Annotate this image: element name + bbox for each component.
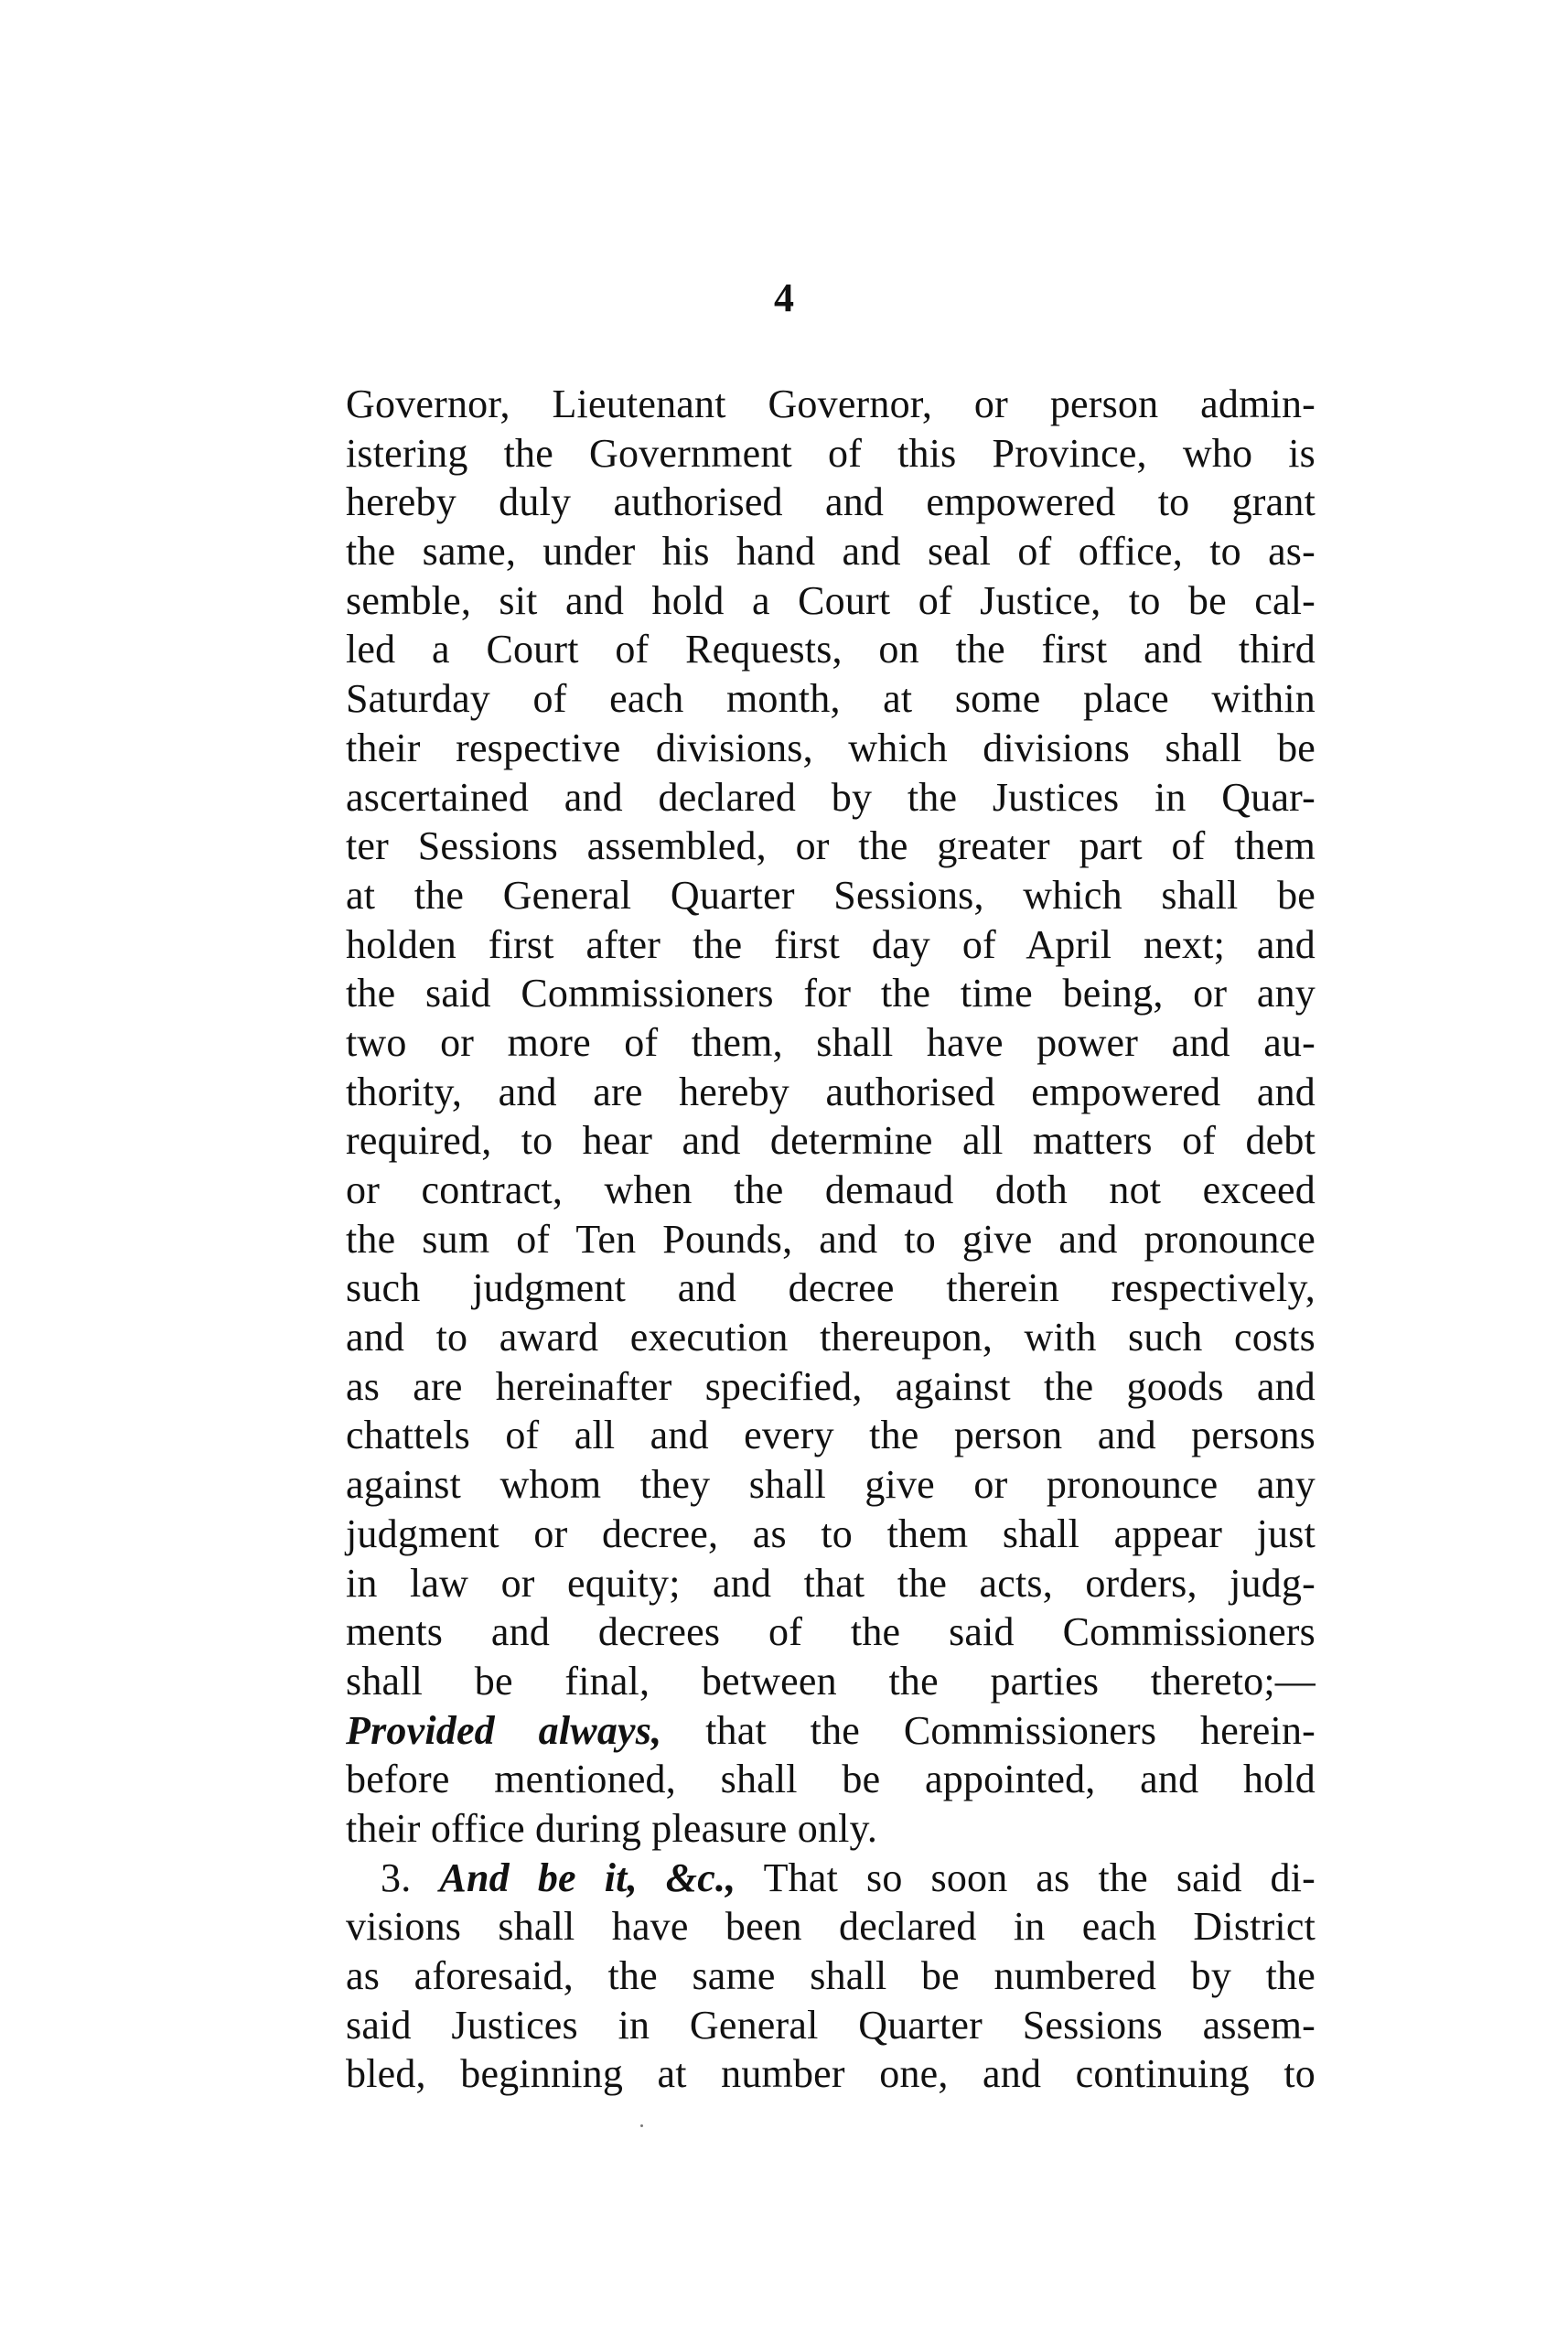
text-line: istering the Government of this Province, who is [346,430,1316,476]
text-line: the sum of Ten Pounds, and to give and pronounce [346,1216,1316,1262]
text-line: their office during pleasure only. [346,1805,878,1851]
italic-phrase: And be it, &c., [439,1855,736,1900]
line-rest: That so soon as the said di- [736,1855,1316,1900]
text-line: visions shall have been declared in each District [346,1904,1316,1950]
text-line: thority, and are hereby authorised empowered and [346,1069,1316,1114]
ink-speck [640,2124,643,2127]
text-line: two or more of them, shall have power and au- [346,1019,1316,1065]
text-line: and to award execution thereupon, with such costs [346,1315,1316,1360]
text-line: said Justices in General Quarter Sessions assem- [346,2002,1316,2048]
text-line: against whom they shall give or pronounce any [346,1462,1316,1508]
page-number: 4 [774,275,794,320]
text-line: in law or equity; and that the acts, orders, judg- [346,1560,1316,1606]
body-text [346,380,1316,2099]
text-line: required, to hear and determine all matters of debt [346,1118,1316,1164]
text-line: such judgment and decree therein respectively, [346,1265,1316,1311]
text-line: shall be final, between the parties thereto;— [346,1658,1316,1704]
text-line: ments and decrees of the said Commissioners [346,1609,1316,1655]
text-line [346,1854,1316,1903]
text-line: before mentioned, shall be appointed, and hold [346,1757,1316,1802]
text-line: ascertained and declared by the Justices in Quar- [346,774,1316,820]
text-line: Governor, Lieutenant Governor, or person admin- [346,382,1316,426]
text-line: chattels of all and every the person and persons [346,1413,1316,1458]
text-line: bled, beginning at number one, and continuing to [346,2051,1316,2097]
text-line: holden first after the first day of April next; and [346,921,1316,967]
text-line: ter Sessions assembled, or the greater part of them [346,823,1316,869]
text-line: judgment or decree, as to them shall appear just [346,1511,1316,1556]
text-line: Saturday of each month, at some place within [346,676,1316,722]
text-line: led a Court of Requests, on the first and third [346,627,1316,672]
text-line: the said Commissioners for the time being, or any [346,971,1316,1016]
text-line [346,1706,1316,1756]
text-line: or contract, when the demaud doth not exceed [346,1167,1316,1212]
text-line: as aforesaid, the same shall be numbered by the [346,1953,1316,1998]
italic-phrase: Provided always, [346,1707,662,1753]
text-line: as are hereinafter specified, against the goods and [346,1363,1316,1409]
text-line: hereby duly authorised and empowered to grant [346,479,1316,525]
text-line: semble, sit and hold a Court of Justice, to be cal- [346,577,1316,623]
text-line: the same, under his hand and seal of office, to as- [346,529,1316,575]
section-number: 3. [381,1855,440,1900]
text-line: their respective divisions, which divisions shall be [346,725,1316,770]
line-rest: that the Commissioners herein- [661,1707,1316,1753]
text-line: at the General Quarter Sessions, which shall be [346,872,1316,918]
